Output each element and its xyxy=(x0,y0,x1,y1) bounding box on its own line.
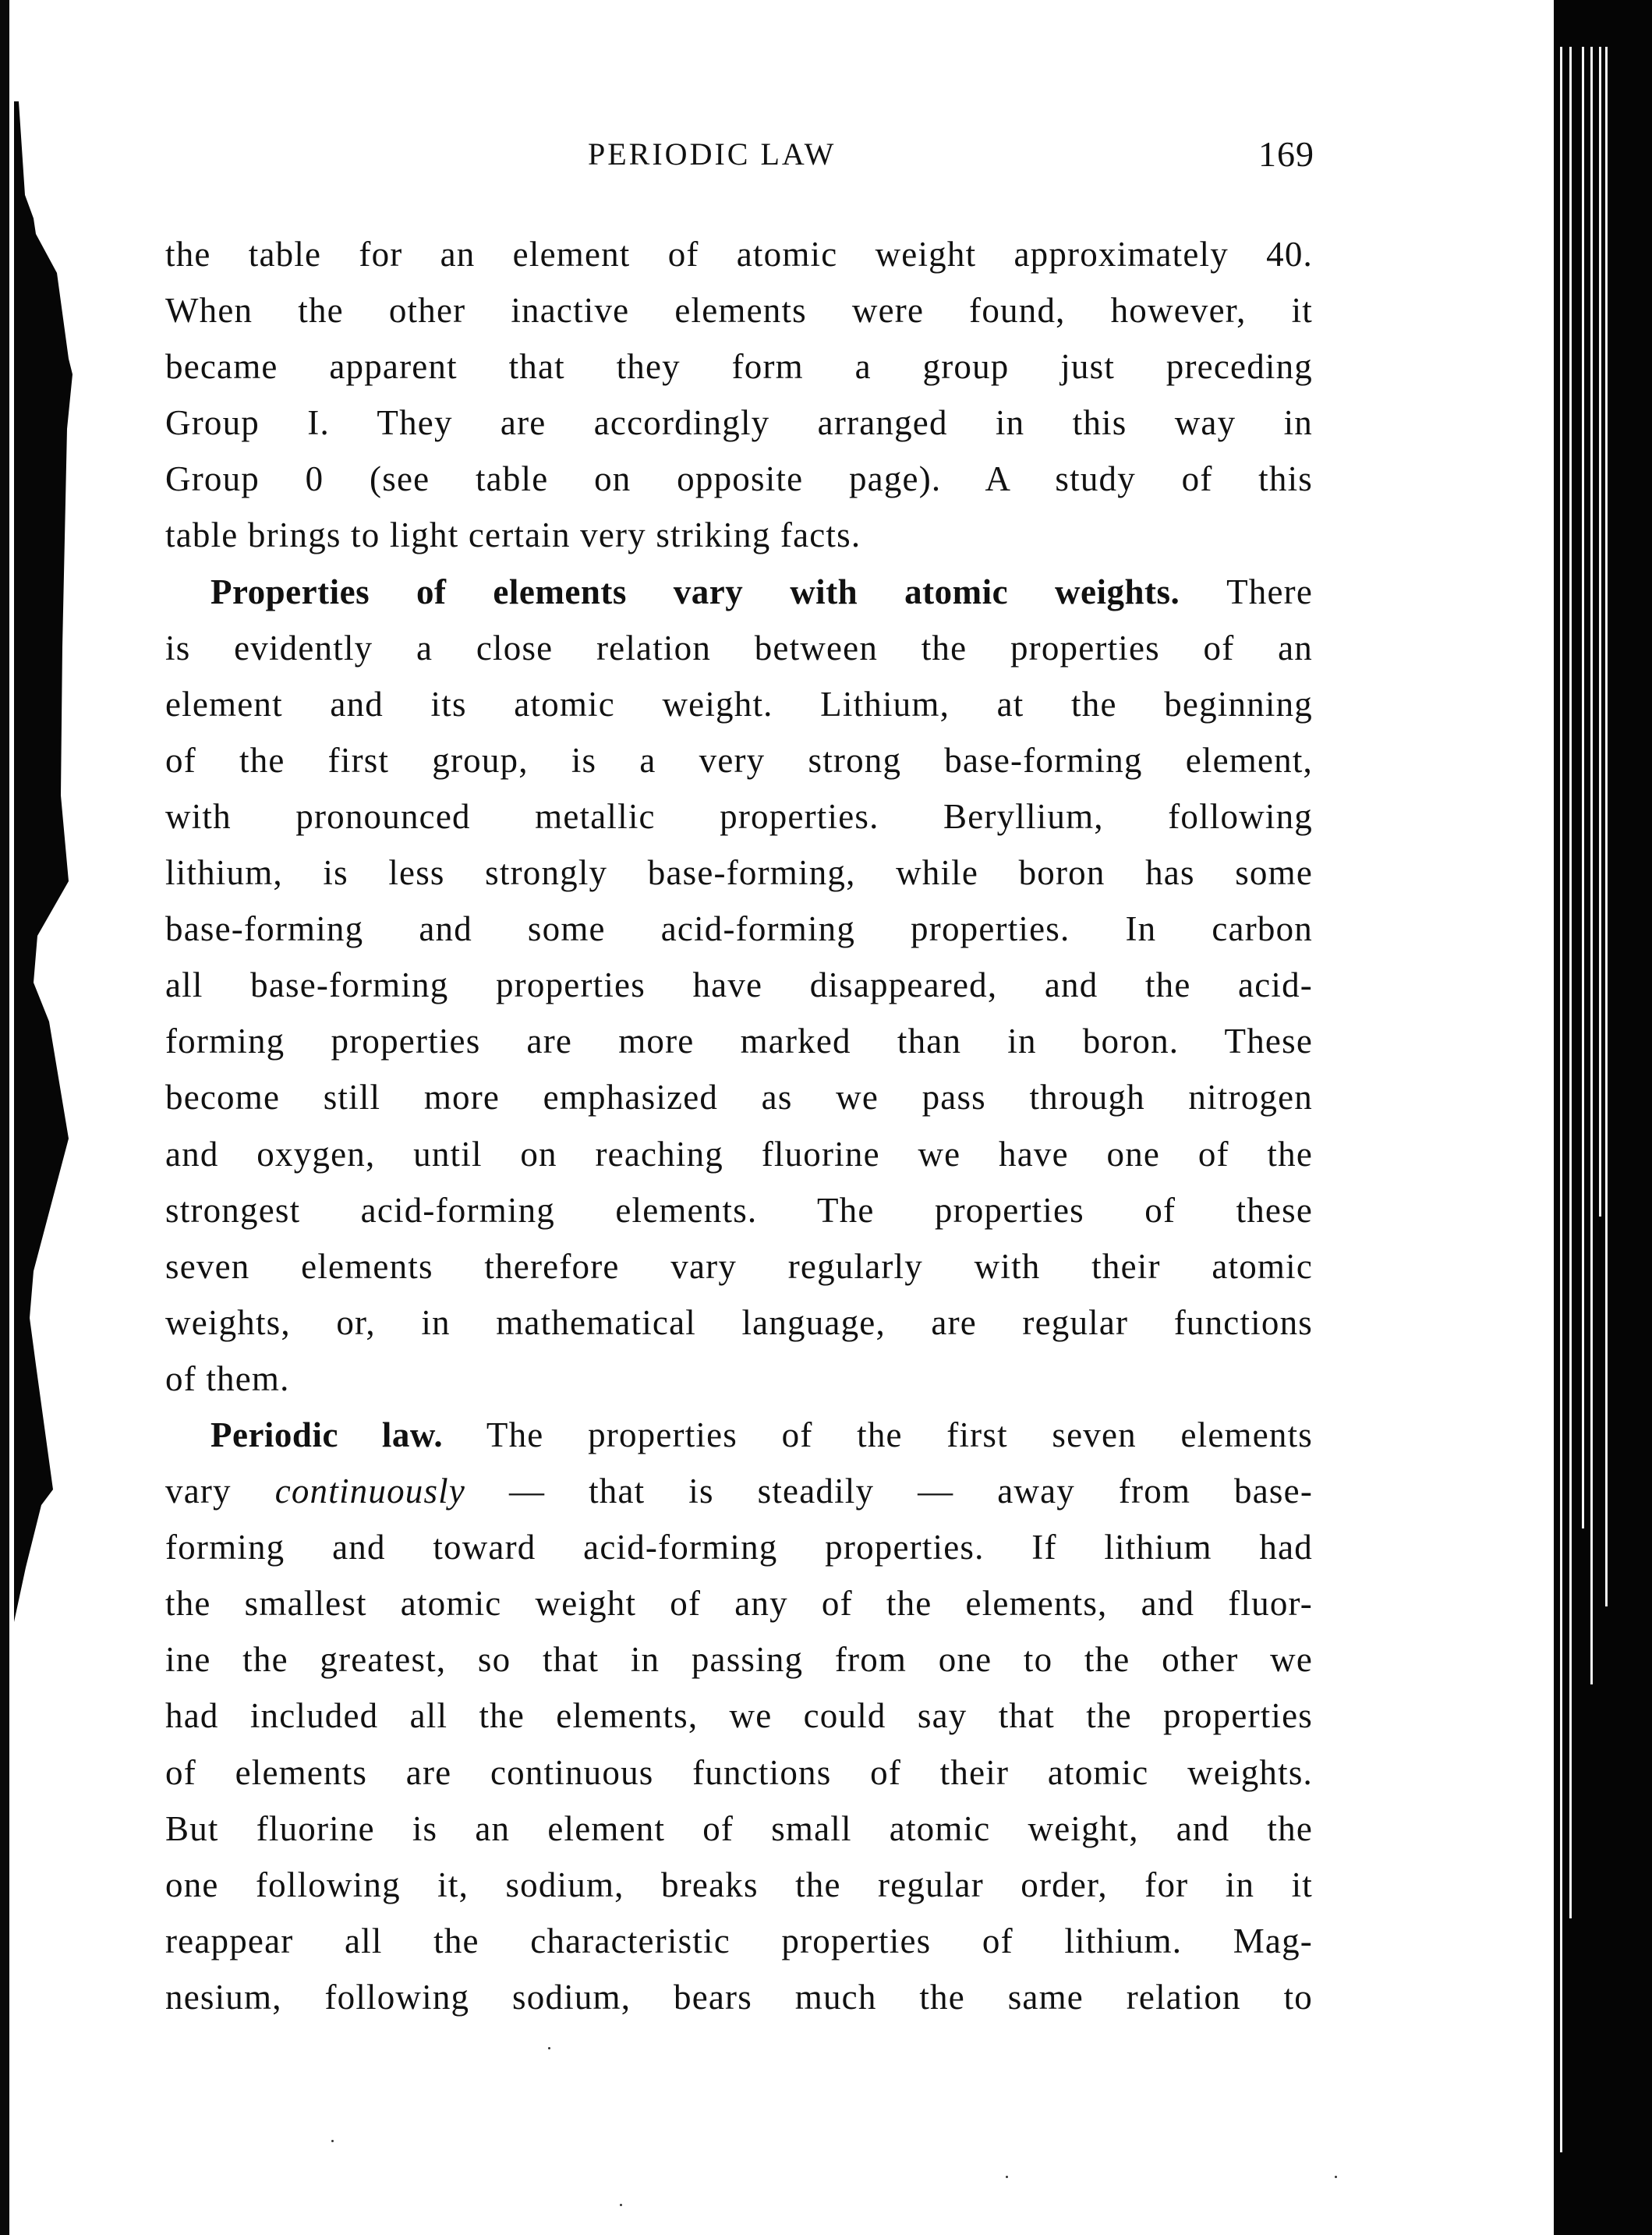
text-line: But fluorine is an element of small atomic weight, and the xyxy=(165,1808,1313,1848)
scan-book-binding xyxy=(1554,0,1652,2235)
italic-emphasis: continuously xyxy=(274,1472,466,1511)
text-line: Group 0 (see table on opposite page). A study of this xyxy=(165,459,1313,499)
scan-speck xyxy=(1335,2176,1337,2178)
paragraph-start-properties xyxy=(165,564,1313,620)
scan-speck xyxy=(620,2204,622,2206)
section-heading-properties: Properties of elements vary with atomic weights. xyxy=(210,572,1180,611)
text-line: seven elements therefore vary regularly with their atomic xyxy=(165,1246,1313,1286)
text-line: reappear all the characteristic properties of lithium. Mag- xyxy=(165,1921,1313,1960)
scan-speck xyxy=(331,2140,334,2142)
text-line: lithium, is less strongly base-forming, while boron has some xyxy=(165,853,1313,893)
text-line: forming properties are more marked than in boron. These xyxy=(165,1022,1313,1061)
text-line: strongest acid-forming elements. The properties of these xyxy=(165,1190,1313,1230)
text-line: nesium, following sodium, bears much the same relation to xyxy=(165,1977,1313,2017)
text-line: forming and toward acid-forming properties. If lithium had xyxy=(165,1528,1313,1567)
run-in-text: There xyxy=(1226,572,1313,611)
text-line: become still more emphasized as we pass through nitrogen xyxy=(165,1078,1313,1118)
text-line: the smallest atomic weight of any of the elements, and fluor- xyxy=(165,1584,1313,1624)
text-line: and oxygen, until on reaching fluorine we have one of the xyxy=(165,1134,1313,1174)
text-line: all base-forming properties have disappeared, and the acid- xyxy=(165,965,1313,1005)
text-line: weights, or, in mathematical language, are regular functions xyxy=(165,1302,1313,1342)
scan-left-margin-blotch xyxy=(14,101,76,1630)
text-segment: vary xyxy=(165,1472,232,1511)
text-line: of the first group, is a very strong base-forming element, xyxy=(165,740,1313,780)
text-line: with pronounced metallic properties. Beryllium, following xyxy=(165,796,1313,836)
text-line: table brings to light certain very striking facts. xyxy=(165,515,861,555)
text-line: one following it, sodium, breaks the regular order, for in it xyxy=(165,1865,1313,1904)
text-segment: — that is steadily — away from base- xyxy=(508,1472,1313,1511)
section-heading-periodic-law: Periodic law. xyxy=(210,1415,444,1454)
scan-speck xyxy=(1006,2176,1008,2178)
text-line: is evidently a close relation between the properties of an xyxy=(165,628,1313,668)
scan-speck xyxy=(548,2047,550,2049)
text-line: When the other inactive elements were found, however, it xyxy=(165,291,1313,331)
page-number: 169 xyxy=(1258,134,1314,174)
text-line: the table for an element of atomic weight approximately 40. xyxy=(165,235,1313,274)
text-line: became apparent that they form a group just preceding xyxy=(165,347,1313,387)
text-line: had included all the elements, we could say that the properties xyxy=(165,1696,1313,1736)
running-title: PERIODIC LAW xyxy=(588,136,837,172)
body-text xyxy=(165,226,1313,2025)
scan-left-edge-shadow xyxy=(0,0,9,2235)
paragraph-start-periodic-law xyxy=(165,1407,1313,1463)
text-line: base-forming and some acid-forming properties. In carbon xyxy=(165,909,1313,949)
text-line: Group I. They are accordingly arranged in this way in xyxy=(165,403,1313,443)
running-head xyxy=(0,131,1652,178)
text-line: of elements are continuous functions of their atomic weights. xyxy=(165,1752,1313,1792)
text-line: of them. xyxy=(165,1358,290,1398)
run-in-text: The properties of the first seven elements xyxy=(486,1415,1313,1454)
text-line-italic-emphasis xyxy=(165,1463,1313,1519)
text-line: element and its atomic weight. Lithium, at the beginning xyxy=(165,684,1313,724)
text-line: ine the greatest, so that in passing from one to the other we xyxy=(165,1640,1313,1680)
